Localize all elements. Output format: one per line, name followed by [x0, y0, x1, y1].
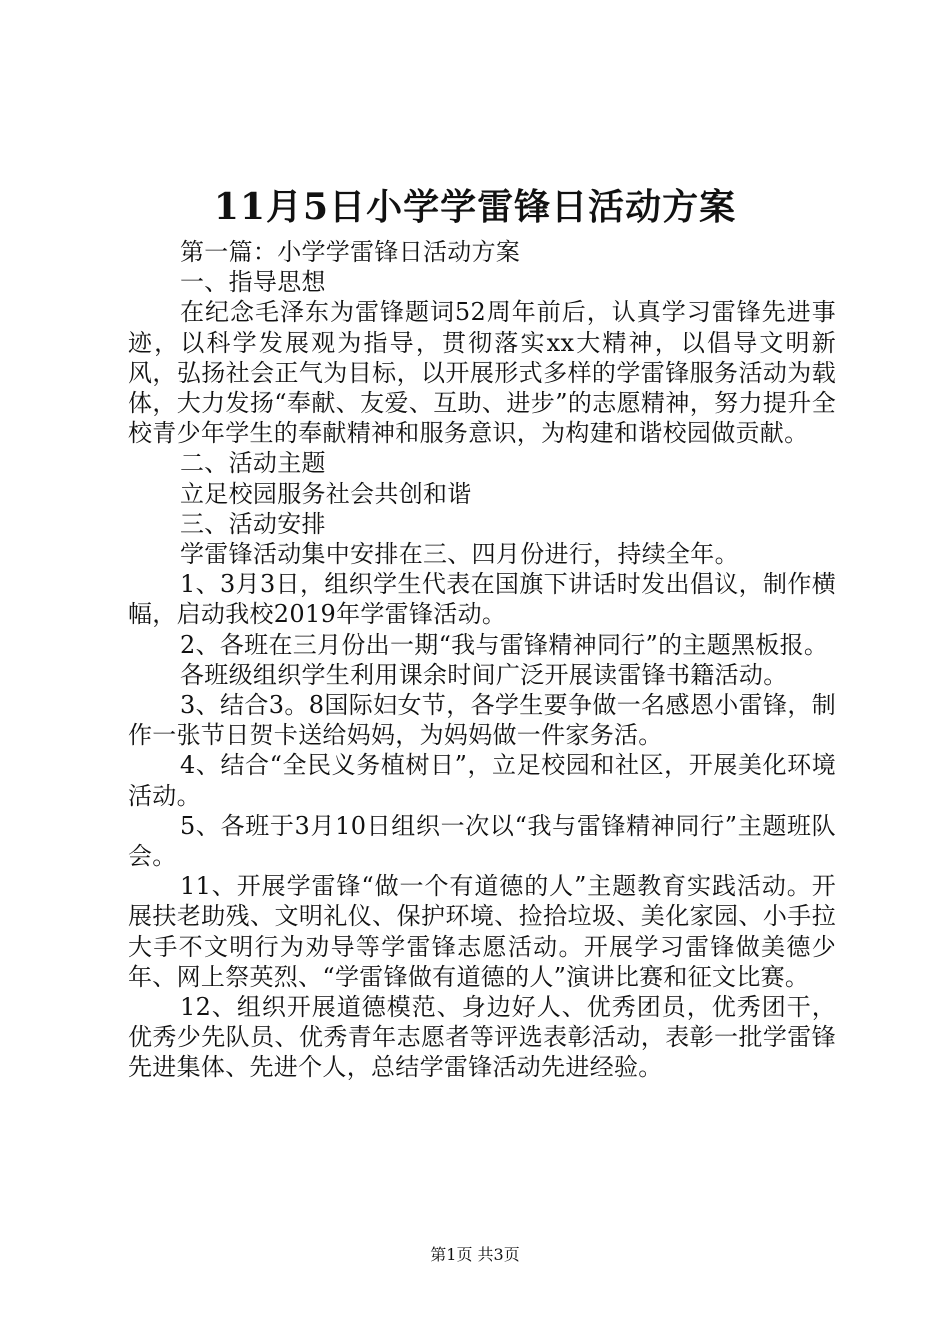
paragraph-arrangement-intro: 学雷锋活动集中安排在三、四月份进行，持续全年。	[180, 540, 739, 569]
paragraph-guiding-ideology: 在纪念毛泽东为雷锋题词52周年前后，认真学习雷锋先进事迹，以科学发展观为指导，贯彻落实xx大精神，以倡导文明新风，弘扬社会正气为目标，以开展形式多样的学雷锋服务活动为载体，大力发扬“奉献、友爱、互助、进步”的志愿精神，努力提升全校青少年学生的奉献精神和服务意识，为构建和谐校园做贡献。	[128, 298, 836, 448]
paragraph-heading-guiding-ideology: 一、指导思想	[180, 268, 326, 297]
paragraph-theme: 立足校园服务社会共创和谐	[180, 479, 472, 508]
paragraph-item-12: 12、组织开展道德模范、身边好人、优秀团员，优秀团干，优秀少先队员、优秀青年志愿者等评选表彰活动，表彰一批学雷锋先进集体、先进个人，总结学雷锋活动先进经验。	[128, 993, 836, 1082]
paragraph-item-2: 2、各班在三月份出一期“我与雷锋精神同行”的主题黑板报。	[180, 630, 829, 659]
paragraph-section-heading: 第一篇：小学学雷锋日活动方案	[180, 238, 521, 266]
page-number-footer: 第1页 共3页	[430, 1245, 520, 1264]
paragraph-item-1: 1、3月3日，组织学生代表在国旗下讲话时发出倡议，制作横幅，启动我校2019年学雷锋活动。	[128, 570, 836, 629]
paragraph-item-3: 3、结合3。8国际妇女节，各学生要争做一名感恩小雷锋，制作一张节日贺卡送给妈妈，为妈妈做一件家务活。	[128, 691, 836, 750]
document-title: 11月5日小学学雷锋日活动方案	[213, 186, 737, 228]
paragraph-item-5: 5、各班于3月10日组织一次以“我与雷锋精神同行”主题班队会。	[128, 811, 836, 871]
paragraph-item-4: 4、结合“全民义务植树日”，立足校园和社区，开展美化环境活动。	[128, 751, 836, 810]
paragraph-reading-activity: 各班级组织学生利用课余时间广泛开展读雷锋书籍活动。	[180, 660, 788, 689]
document-body	[128, 237, 836, 1083]
paragraph-heading-arrangement: 三、活动安排	[180, 509, 326, 538]
paragraph-heading-theme: 二、活动主题	[180, 449, 326, 478]
paragraph-item-11: 11、开展学雷锋“做一个有道德的人”主题教育实践活动。开展扶老助残、文明礼仪、保护环境、捡拾垃圾、美化家园、小手拉大手不文明行为劝导等学雷锋志愿活动。开展学习雷锋做美德少年、网上祭英烈、“学雷锋做有道德的人”演讲比赛和征文比赛。	[128, 872, 836, 991]
